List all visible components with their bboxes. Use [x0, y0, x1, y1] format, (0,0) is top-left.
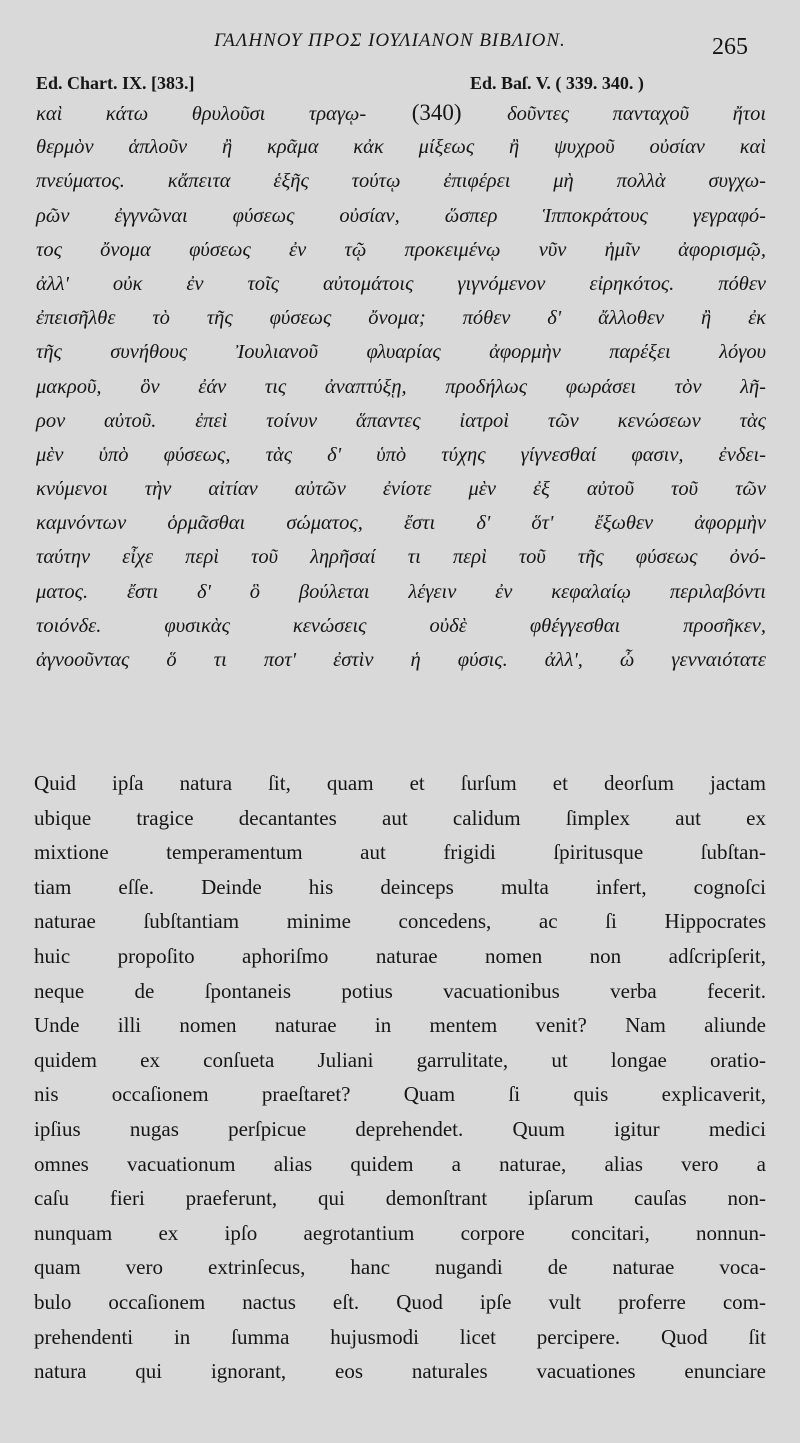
page-number: 265 [712, 34, 748, 60]
greek-line: θερμὸν ἁπλοῦν ἢ κρᾶμα κἀκ μίξεως ἢ ψυχροῦ οὐσίαν καὶ [36, 136, 766, 159]
latin-line: prehendenti in ſumma hujusmodi licet percipere. Quod ſit [34, 1324, 766, 1349]
greek-line: ταύτην εἶχε περὶ τοῦ ληρῆσαί τι περὶ τοῦ τῆς φύσεως ὀνό- [36, 546, 766, 569]
greek-line: ἐπεισῆλθε τὸ τῆς φύσεως ὄνομα; πόθεν δ' ἄλλοθεν ἢ ἐκ [36, 307, 766, 330]
greek-line: ἀγνοοῦντας ὅ τι ποτ' ἐστὶν ἡ φύσις. ἀλλ', ὦ γενναιότατε [36, 649, 766, 671]
edition-page-marker: (340) [411, 100, 462, 125]
latin-line: quam vero extrinſecus, hanc nugandi de naturae voca- [34, 1255, 766, 1280]
greek-line: ρῶν ἐγγνῶναι φύσεως οὐσίαν, ὥσπερ Ἱπποκράτους γεγραφό- [36, 204, 766, 227]
greek-line: τοιόνδε. φυσικὰς κενώσεις οὐδὲ φθέγγεσθαι προσῆκεν, [36, 614, 766, 637]
latin-line: ubique tragice decantantes aut calidum ſimplex aut ex [34, 805, 766, 830]
greek-line: ματος. ἔστι δ' ὃ βούλεται λέγειν ἐν κεφαλαίῳ περιλαβόντι [36, 580, 766, 603]
greek-line-fragment: καὶ κάτω θρυλοῦσι τραγῳ- [36, 103, 367, 125]
latin-line: quidem ex conſueta Juliani garrulitate, ut longae oratio- [34, 1047, 766, 1072]
greek-line: πνεύματος. κἄπειτα ἑξῆς τούτῳ ἐπιφέρει μὴ πολλὰ συγχω- [36, 170, 766, 193]
greek-line: καμνόντων ὁρμᾶσθαι σώματος, ἔστι δ' ὅτ' ἔξωθεν ἀφορμὴν [36, 512, 766, 535]
latin-line: neque de ſpontaneis potius vacuationibus verba fecerit. [34, 978, 766, 1003]
greek-line: ἀλλ' οὐκ ἐν τοῖς αὐτομάτοις γιγνόμενον εἰρηκότος. πόθεν [36, 272, 766, 295]
greek-line: ρον αὐτοῦ. ἐπεὶ τοίνυν ἅπαντες ἰατροὶ τῶν κενώσεων τὰς [36, 409, 766, 432]
greek-line [36, 96, 766, 130]
latin-text-block [34, 766, 766, 1389]
greek-line: μακροῦ, ὃν ἐάν τις ἀναπτύξῃ, προδήλως φωράσει τὸν λῆ- [36, 375, 766, 398]
greek-line: μὲν ὑπὸ φύσεως, τὰς δ' ὑπὸ τύχης γίγνεσθαί φασιν, ἐνδει- [36, 443, 766, 466]
greek-text-block [36, 96, 766, 677]
latin-line: omnes vacuationum alias quidem a naturae, alias vero a [34, 1151, 766, 1176]
edition-reference-left: Ed. Chart. IX. [383.] [36, 73, 195, 93]
latin-line: huic propoſito aphoriſmo naturae nomen non adſcripſerit, [34, 943, 766, 968]
latin-line: Unde illi nomen naturae in mentem venit? Nam aliunde [34, 1013, 766, 1038]
latin-line: tiam eſſe. Deinde his deinceps multa infert, cognoſci [34, 874, 766, 899]
greek-line: τῆς συνήθους Ἰουλιανοῦ φλυαρίας ἀφορμὴν παρέξει λόγου [36, 341, 766, 364]
latin-line: natura qui ignorant, eos naturales vacuationes enunciare [34, 1359, 766, 1384]
latin-line: bulo occaſionem nactus eſt. Quod ipſe vult proferre com- [34, 1289, 766, 1314]
greek-line: κνύμενοι τὴν αἰτίαν αὐτῶν ἐνίοτε μὲν ἐξ αὐτοῦ τοῦ τῶν [36, 478, 766, 501]
latin-line: ipſius nugas perſpicue deprehendet. Quum igitur medici [34, 1116, 766, 1141]
latin-line: mixtione temperamentum aut frigidi ſpiritusque ſubſtan- [34, 840, 766, 865]
latin-line: caſu fieri praeferunt, qui demonſtrant ipſarum cauſas non- [34, 1186, 766, 1211]
greek-line-fragment: δοῦντες πανταχοῦ ἤτοι [507, 103, 767, 125]
latin-line: naturae ſubſtantiam minime concedens, ac ſi Hippocrates [34, 909, 766, 934]
edition-reference-right: Ed. Baſ. V. ( 339. 340. ) [470, 73, 644, 93]
running-title: ΓΑΛΗΝΟΥ ΠΡΟΣ ΙΟΥΛΙΑΝΟΝ ΒΙΒΛΙΟΝ. [214, 30, 566, 51]
latin-line: nis occaſionem praeſtaret? Quam ſi quis explicaverit, [34, 1082, 766, 1107]
latin-line: Quid ipſa natura ſit, quam et ſurſum et deorſum jactam [34, 771, 766, 795]
latin-line: nunquam ex ipſo aegrotantium corpore concitari, nonnun- [34, 1220, 766, 1245]
greek-line: τος ὄνομα φύσεως ἐν τῷ προκειμένῳ νῦν ἡμῖν ἀφορισμῷ, [36, 238, 766, 261]
